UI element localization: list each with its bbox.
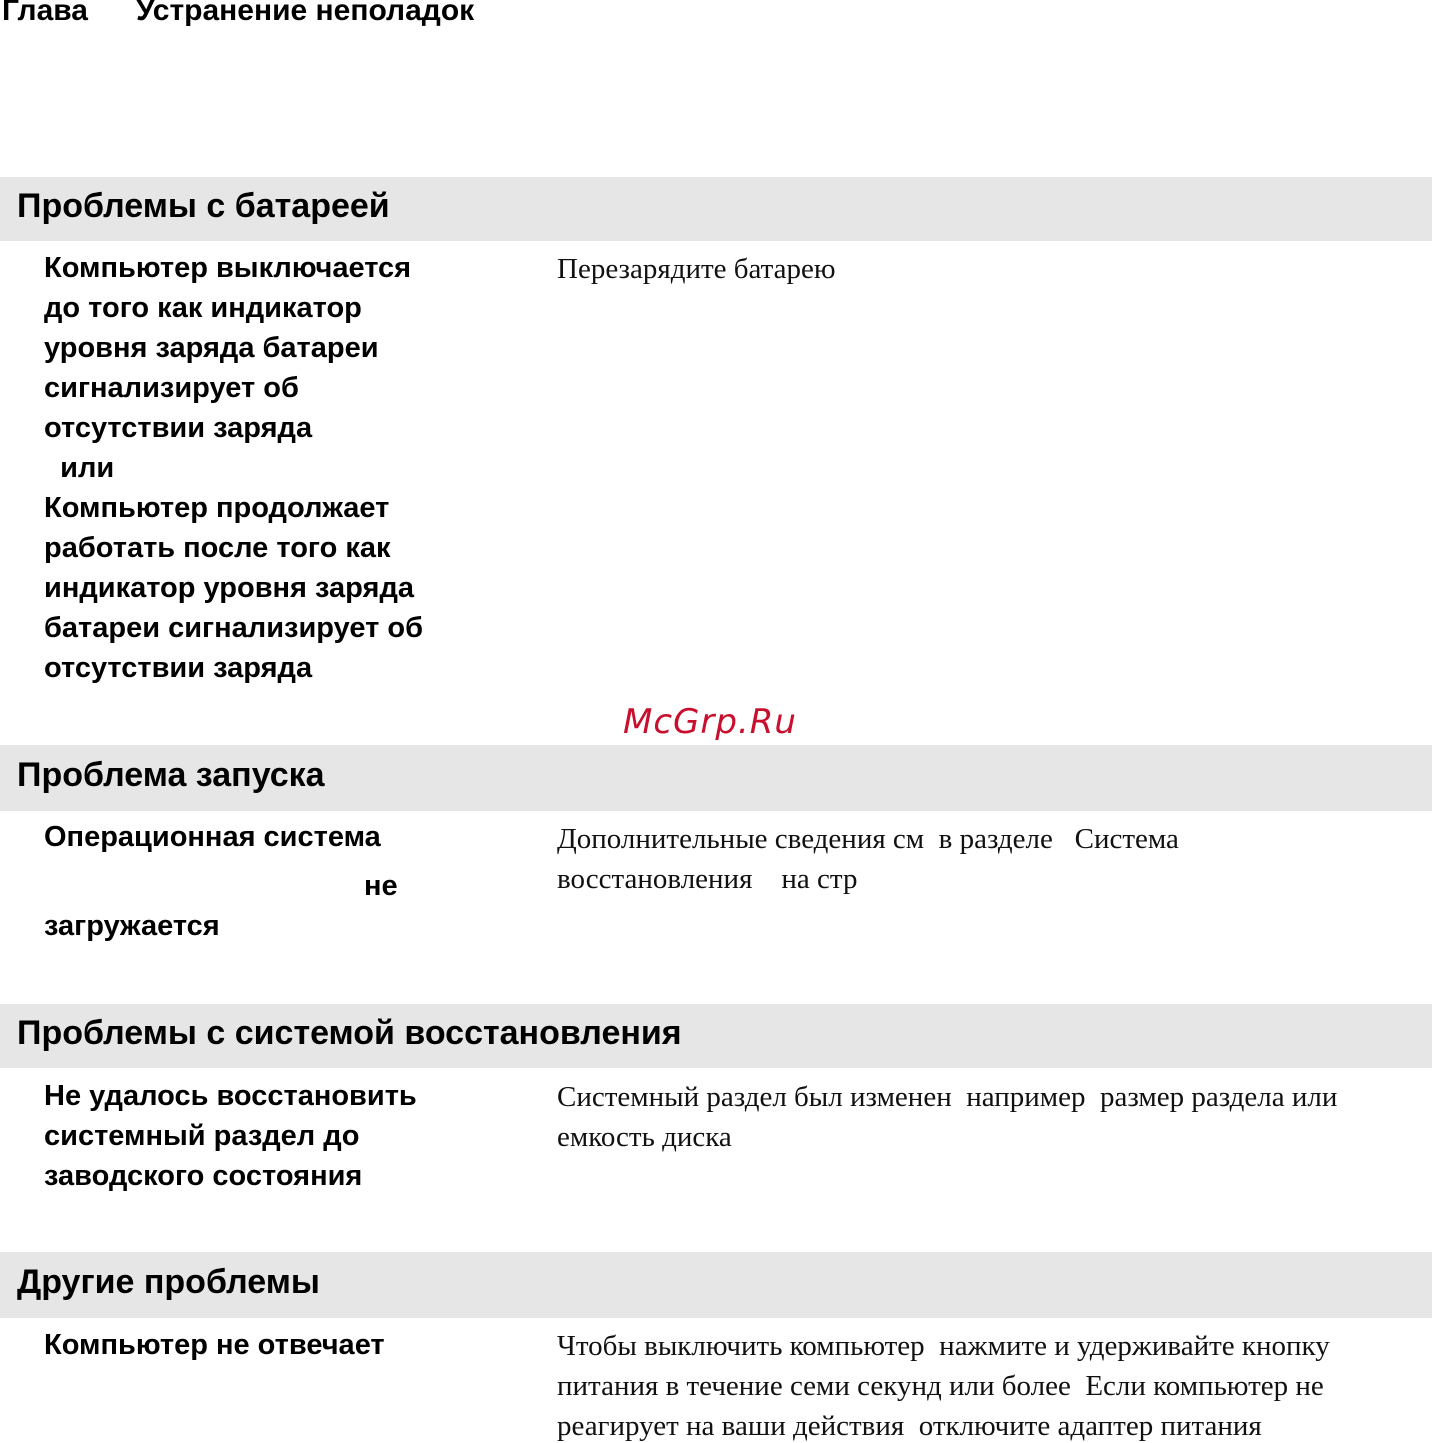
battery-solution: [557, 249, 1427, 289]
problem-line: Не удалось восстановить: [44, 1080, 417, 1112]
section-header-startup: [0, 745, 1432, 811]
recovery-solution: [557, 1077, 1427, 1157]
section-title: Проблемы с системой восстановления: [17, 1014, 682, 1052]
section-header-battery: [0, 177, 1432, 241]
problem-line: отсутствии заряда: [44, 412, 313, 444]
chapter-label: Глава: [2, 0, 88, 27]
battery-problem: [44, 248, 514, 688]
recovery-problem: [44, 1076, 514, 1196]
solution-line: Чтобы выключить компьютер нажмите и удерживайте кнопку: [557, 1330, 1330, 1362]
problem-line: заводского состояния: [44, 1160, 363, 1192]
problem-line: работать после того как: [44, 532, 391, 564]
chapter-title: Устранение неполадок: [136, 0, 475, 27]
watermark-logo: McGrp.Ru: [623, 702, 797, 742]
problem-line: загружается: [44, 910, 220, 942]
problem-line: уровня заряда батареи: [44, 332, 379, 364]
solution-line: Перезарядите батарею: [557, 253, 836, 285]
problem-line: системный раздел до: [44, 1120, 360, 1152]
startup-solution: [557, 819, 1427, 899]
solution-line: емкость диска: [557, 1121, 732, 1153]
section-title: Проблемы с батареей: [17, 187, 390, 225]
section-title: Проблема запуска: [17, 756, 325, 794]
problem-line: индикатор уровня заряда: [44, 572, 414, 604]
section-header-recovery: [0, 1004, 1432, 1068]
startup-problem: [44, 817, 514, 946]
problem-line: не: [364, 870, 398, 902]
section-header-other: [0, 1252, 1432, 1318]
solution-line: реагирует на ваши действия отключите адаптер питания: [557, 1410, 1262, 1442]
solution-line: восстановления на стр: [557, 863, 858, 895]
problem-line: Компьютер выключается: [44, 252, 412, 284]
problem-line: Компьютер не отвечает: [44, 1329, 385, 1361]
problem-line: Компьютер продолжает: [44, 492, 390, 524]
section-title: Другие проблемы: [17, 1263, 320, 1301]
problem-line: Операционная система: [44, 821, 381, 853]
other-solution: [557, 1326, 1427, 1443]
problem-line: до того как индикатор: [44, 292, 362, 324]
problem-line: батареи сигнализирует об: [44, 612, 423, 644]
other-problem: [44, 1325, 514, 1365]
solution-line: Системный раздел был изменен например размер раздела или: [557, 1081, 1338, 1113]
solution-line: Дополнительные сведения см в разделе Система: [557, 823, 1179, 855]
problem-line: сигнализирует об: [44, 372, 299, 404]
solution-line: питания в течение семи секунд или более Если компьютер не: [557, 1370, 1324, 1402]
problem-line: отсутствии заряда: [44, 652, 313, 684]
problem-line: или: [44, 452, 115, 484]
